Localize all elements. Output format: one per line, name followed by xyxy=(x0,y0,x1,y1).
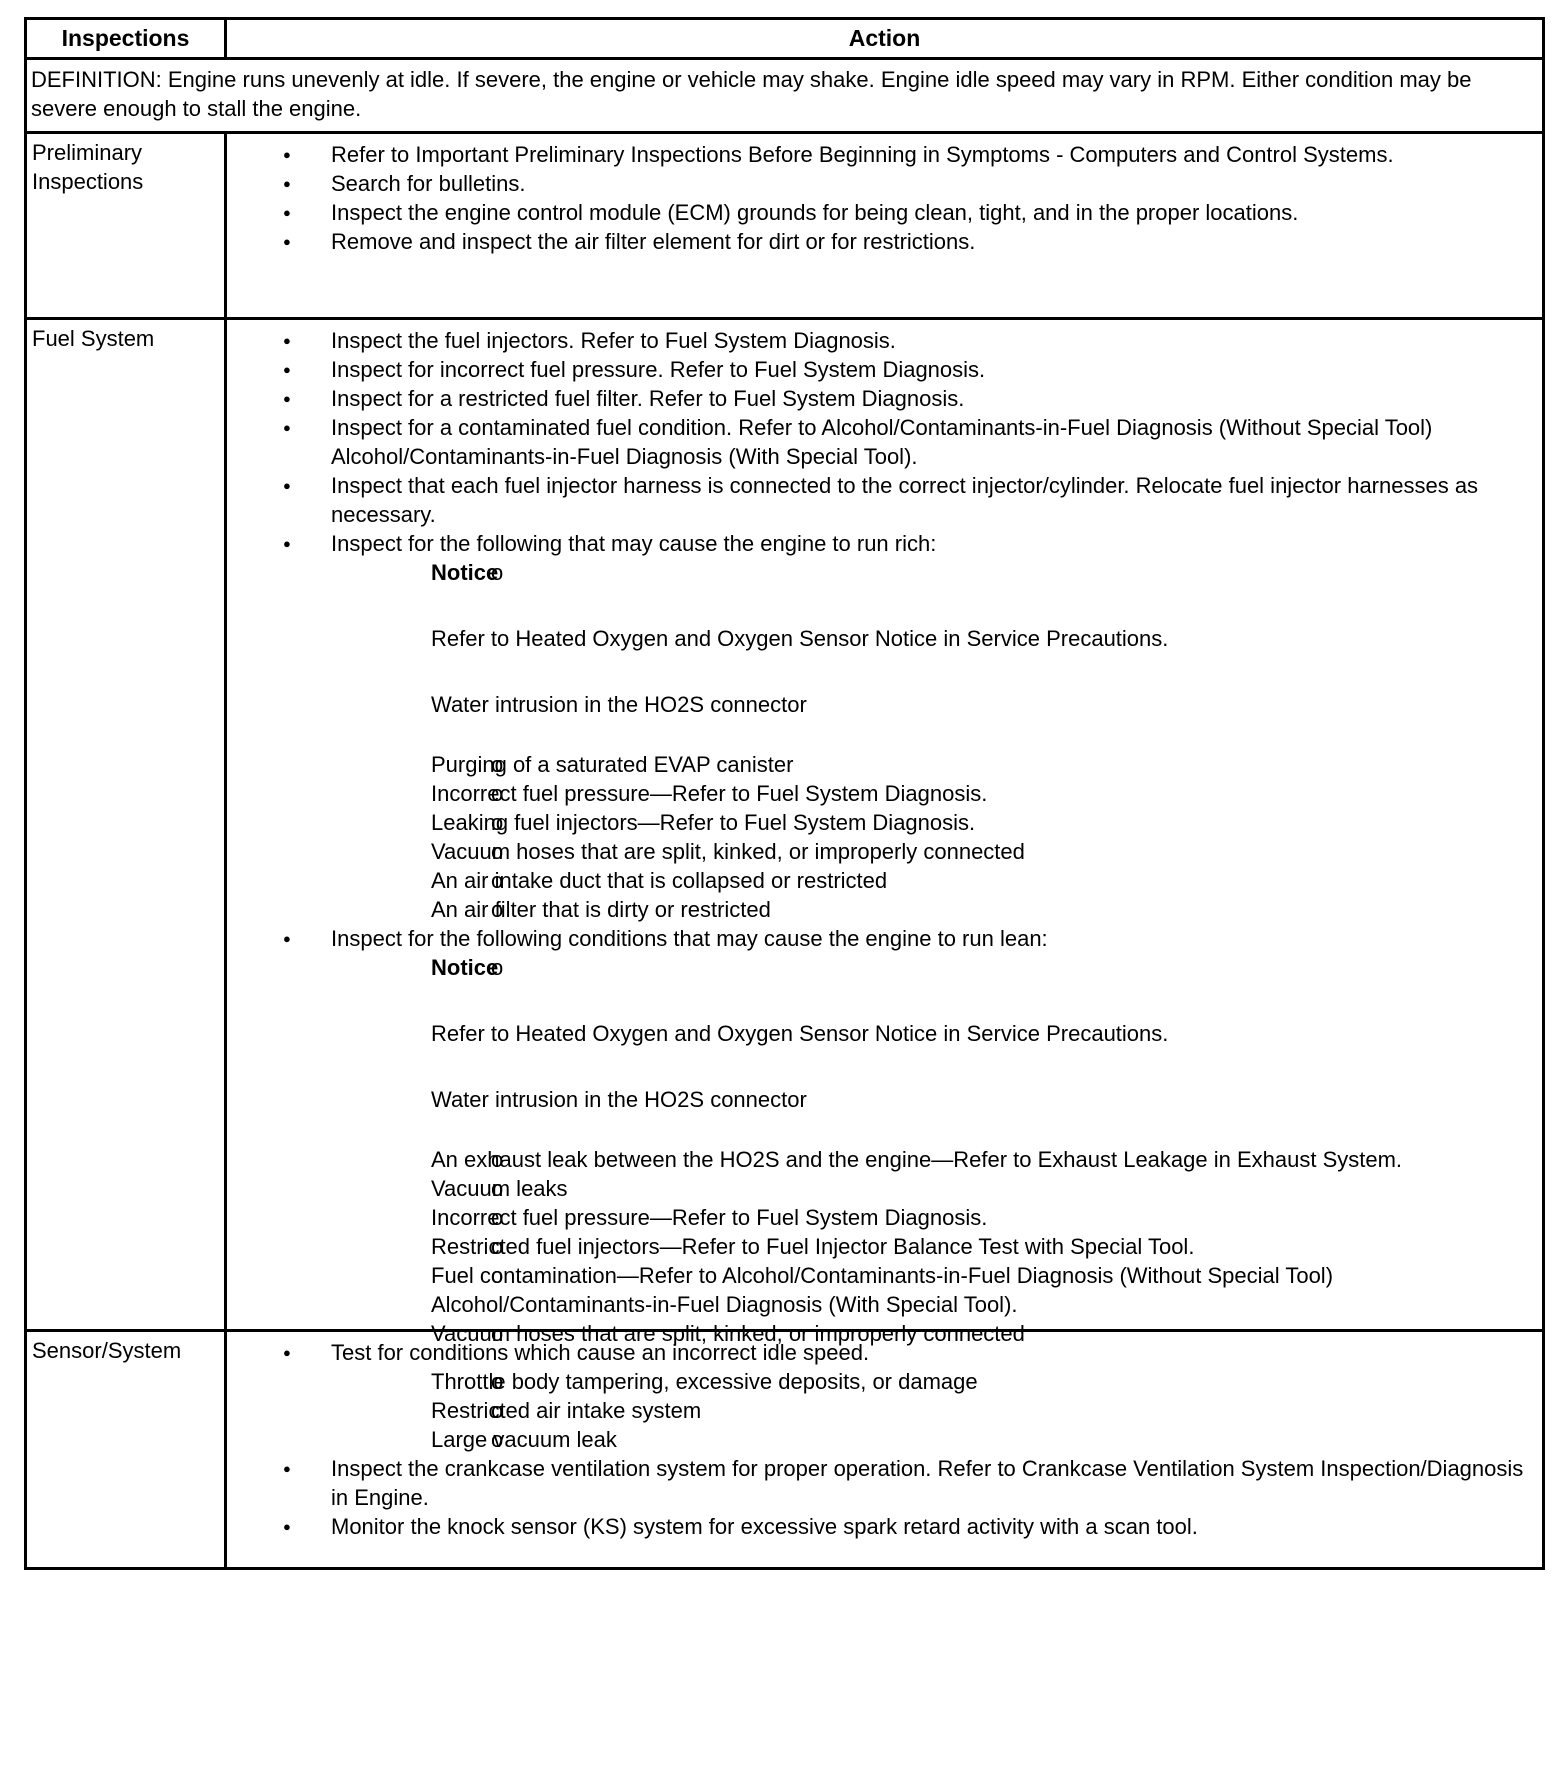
spacer xyxy=(431,719,1534,750)
notice-item xyxy=(331,953,1534,1145)
sub-item: o An air intake duct that is collapsed or restricted xyxy=(331,866,1534,895)
sub-item: o Incorrect fuel pressure—Refer to Fuel System Diagnosis. xyxy=(331,779,1534,808)
table-row xyxy=(27,1329,1542,1567)
sub-item: o Restricted air intake system xyxy=(331,1396,1534,1425)
sub-item: o Throttle body tampering, excessive deposits, or damage xyxy=(331,1367,1534,1396)
list-item: ● Remove and inspect the air filter element for dirt or for restrictions. xyxy=(227,227,1534,256)
sub-item: o Leaking fuel injectors—Refer to Fuel System Diagnosis. xyxy=(331,808,1534,837)
table-row xyxy=(27,131,1542,317)
list-item: ● Inspect the fuel injectors. Refer to Fuel System Diagnosis. xyxy=(227,326,1534,355)
notice-text: Refer to Heated Oxygen and Oxygen Sensor Notice in Service Precautions. xyxy=(431,626,1169,651)
table-row xyxy=(27,317,1542,1346)
definition-row xyxy=(27,57,1542,131)
sub-item: o Vacuum hoses that are split, kinked, or improperly connected xyxy=(331,1319,1534,1348)
row-label: Sensor/System xyxy=(27,1332,227,1567)
list-item: ● Inspect the engine control module (ECM) grounds for being clean, tight, and in the proper locations. xyxy=(227,198,1534,227)
sub-item: o An air filter that is dirty or restricted xyxy=(331,895,1534,924)
list-item: ● Refer to Important Preliminary Inspections Before Beginning in Symptoms - Computers and Control Systems. xyxy=(227,140,1534,169)
sub-item: o Purging of a saturated EVAP canister xyxy=(331,750,1534,779)
notice-item-text: Water intrusion in the HO2S connector xyxy=(431,1087,807,1112)
notice-text: Refer to Heated Oxygen and Oxygen Sensor Notice in Service Precautions. xyxy=(431,1021,1169,1046)
row-actions xyxy=(227,134,1542,317)
sub-item: o Incorrect fuel pressure—Refer to Fuel System Diagnosis. xyxy=(331,1203,1534,1232)
list-item xyxy=(227,1338,1534,1454)
notice-item-text: Water intrusion in the HO2S connector xyxy=(431,692,807,717)
notice-title: o Notice xyxy=(431,560,499,585)
header-action: Action xyxy=(848,25,921,51)
list-item xyxy=(227,924,1534,1348)
sub-item: o Fuel contamination—Refer to Alcohol/Contaminants-in-Fuel Diagnosis (Without Special Tool) Alcohol/Contaminants-in-Fuel Diagnosis (With Special Tool). xyxy=(331,1261,1534,1319)
inspection-table xyxy=(24,17,1545,1570)
idle-heading: ● Test for conditions which cause an incorrect idle speed. xyxy=(331,1340,870,1365)
list-item: ● Search for bulletins. xyxy=(227,169,1534,198)
definition-text: DEFINITION: Engine runs unevenly at idle. If severe, the engine or vehicle may shake. Engine idle speed may vary in RPM. Either condition may be severe enough to stall the engine. xyxy=(31,67,1472,121)
row-label: Preliminary Inspections xyxy=(27,134,227,317)
sub-item: o Large vacuum leak xyxy=(331,1425,1534,1454)
lean-heading: ● Inspect for the following conditions that may cause the engine to run lean: xyxy=(331,926,1048,951)
row-label: Fuel System xyxy=(27,320,227,1329)
header-inspections: Inspections xyxy=(27,20,227,57)
sub-item: o Restricted fuel injectors—Refer to Fuel Injector Balance Test with Special Tool. xyxy=(331,1232,1534,1261)
sub-item: o An exhaust leak between the HO2S and the engine—Refer to Exhaust Leakage in Exhaust System. xyxy=(331,1145,1534,1174)
notice-item xyxy=(331,558,1534,750)
spacer xyxy=(431,1114,1534,1145)
sub-item: o Vacuum leaks xyxy=(331,1174,1534,1203)
list-item: ● Inspect for a contaminated fuel condition. Refer to Alcohol/Contaminants-in-Fuel Diagnosis (Without Special Tool) Alcohol/Contaminants-in-Fuel Diagnosis (With Special Tool). xyxy=(227,413,1534,471)
list-item: ● Monitor the knock sensor (KS) system for excessive spark retard activity with a scan tool. xyxy=(227,1512,1534,1541)
sub-item: o Vacuum hoses that are split, kinked, or improperly connected xyxy=(331,837,1534,866)
row-actions xyxy=(227,320,1542,1346)
list-item: ● Inspect the crankcase ventilation system for proper operation. Refer to Crankcase Ventilation System Inspection/Diagnosis in Engine. xyxy=(227,1454,1534,1512)
list-item: ● Inspect for a restricted fuel filter. Refer to Fuel System Diagnosis. xyxy=(227,384,1534,413)
notice-title: o Notice xyxy=(431,955,499,980)
list-item xyxy=(227,529,1534,924)
header-row xyxy=(27,20,1542,57)
row-actions xyxy=(227,1332,1542,1567)
list-item: ● Inspect that each fuel injector harness is connected to the correct injector/cylinder. Relocate fuel injector harnesses as necessary. xyxy=(227,471,1534,529)
rich-heading: ● Inspect for the following that may cause the engine to run rich: xyxy=(331,531,937,556)
list-item: ● Inspect for incorrect fuel pressure. Refer to Fuel System Diagnosis. xyxy=(227,355,1534,384)
